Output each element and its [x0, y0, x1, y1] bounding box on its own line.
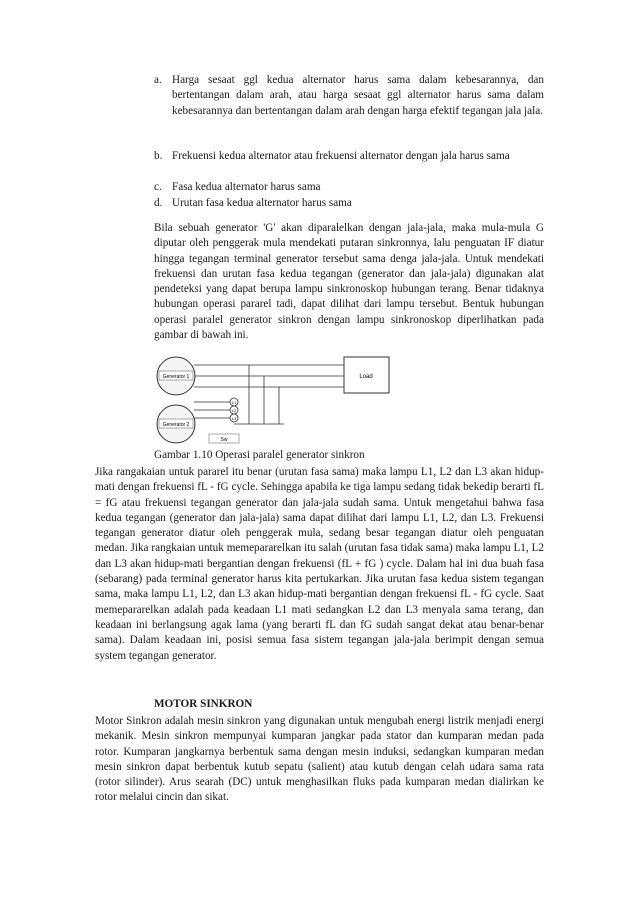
list-label: d. [154, 197, 163, 209]
list-label: b. [154, 150, 163, 162]
generator-2 [157, 405, 195, 443]
switch [209, 434, 239, 443]
lamp-l3 [230, 414, 238, 422]
paragraph-motor-sinkron: Motor Sinkron adalah mesin sinkron yang digunakan untuk mengubah energi listrik menjadi energi mekanik. Mesin sinkron mempunyai kumparan jangkar pada stator dan kumparan medan pada rotor. Kumparan jangkarnya berbentuk sama dengan mesin induksi, sedangkan kumparan medan mesin sinkron dapat berbentuk kutub sepatu (salient) atau kutub dengan celah udara sama rata (rotor silinder). Arus searah (DC) untuk menghasilkan fluks pada kumparan medan dialirkan ke rotor melalui cincin dan sikat. [95, 715, 544, 804]
list-text: Fasa kedua alternator harus sama [172, 181, 321, 193]
lamp-l1 [230, 398, 238, 406]
list-text: Urutan fasa kedua alternator harus sama [172, 197, 352, 209]
generator-2-label: Generator 2 [162, 422, 190, 428]
lamp-l2-label: L2 [231, 408, 237, 413]
load-label: Load [359, 374, 373, 380]
figure-caption: Gambar 1.10 Operasi paralel generator sinkron [154, 449, 365, 461]
lamp-l2 [230, 406, 238, 414]
list-text: Frekuensi kedua alternator atau frekuensi alternator dengan jala harus sama [172, 150, 510, 162]
section-heading: MOTOR SINKRON [154, 698, 253, 710]
lamp-l3-label: L3 [231, 416, 237, 421]
load-box [344, 357, 389, 393]
parallel-generator-diagram [154, 352, 394, 447]
generator-1-label: Generator 1 [162, 374, 190, 380]
paragraph-parallel-intro: Bila sebuah generator 'G' akan diparalelkan dengan jala-jala, maka mula-mula G diputar oleh penggerak mula mendekati putaran sinkronnya, lalu penguatan IF diatur hingga tegangan terminal generator tersebut sama denga jala-jala. Untuk mendekati frekuensi dan urutan fasa kedua tegangan (generator dan jala-jala) digunakan alat pendeteksi yang dapat berupa lampu sinkronoskop hubungan terang. Benar tidaknya hubungan operasi pararel tadi, dapat dilihat dari lampu tersebut. Bentuk hubungan operasi paralel generator sinkron dengan lampu sinkronoskop diperlihatkan pada gambar di bawah ini. [154, 222, 544, 342]
list-label: a. [154, 74, 162, 86]
generator-1 [157, 357, 195, 395]
lamp-l1-label: L1 [231, 400, 237, 405]
list-label: c. [154, 181, 162, 193]
paragraph-lamp-explanation: Jika rangakaian untuk pararel itu benar (urutan fasa sama) maka lampu L1, L2 dan L3 akan hidup-mati dengan frekuensi fL - fG cycle. Sehingga apabila ke tiga lampu sedang tidak bekedip berarti fL = fG atau frekuensi tegangan generator dan jala-jala sudah sama. Untuk mengetahui bahwa fasa kedua tegangan (generator dan jala-jala) sama dapat dilihat dari lampu L1, L2, dan L3. Frekuensi tegangan generator diatur oleh penggerak mula, sedang besar tegangan diatur oleh penguatan medan. Jika rangkaian untuk memepararelkan itu salah (urutan fasa tidak sama) maka lampu L1, L2 dan L3 akan hidup-mati bergantian dengan frekuensi (fL + fG ) cycle. Dalam hal ini dua buah fasa (sebarang) pada terminal generator harus kita pertukarkan. Jika urutan fasa kedua sistem tegangan sama, maka lampu L1, L2, dan L3 akan hidup-mati bergantian dengan frekuensi fL - fG cycle. Saat memepararelkan adalah pada keadaan L1 mati sedangkan L2 dan L3 menyala sama terang, dan keadaan ini berlangsung agak lama (yang berarti fL dan fG sudah sangat dekat atau benar-benar sama). Dalam keadaan ini, posisi semua fasa sistem tegangan jala-jala berimpit dengan semua system tegangan generator. [95, 466, 544, 662]
switch-label: Sw [220, 437, 228, 443]
list-text: Harga sesaat ggl kedua alternator harus sama dalam kebesarannya, dan bertentangan dalam arah, atau harga sesaat ggl alternator harus sama dalam kebesarannya dan bertentangan dalam arah dengan harga efektif tegangan jala jala. [172, 74, 544, 117]
